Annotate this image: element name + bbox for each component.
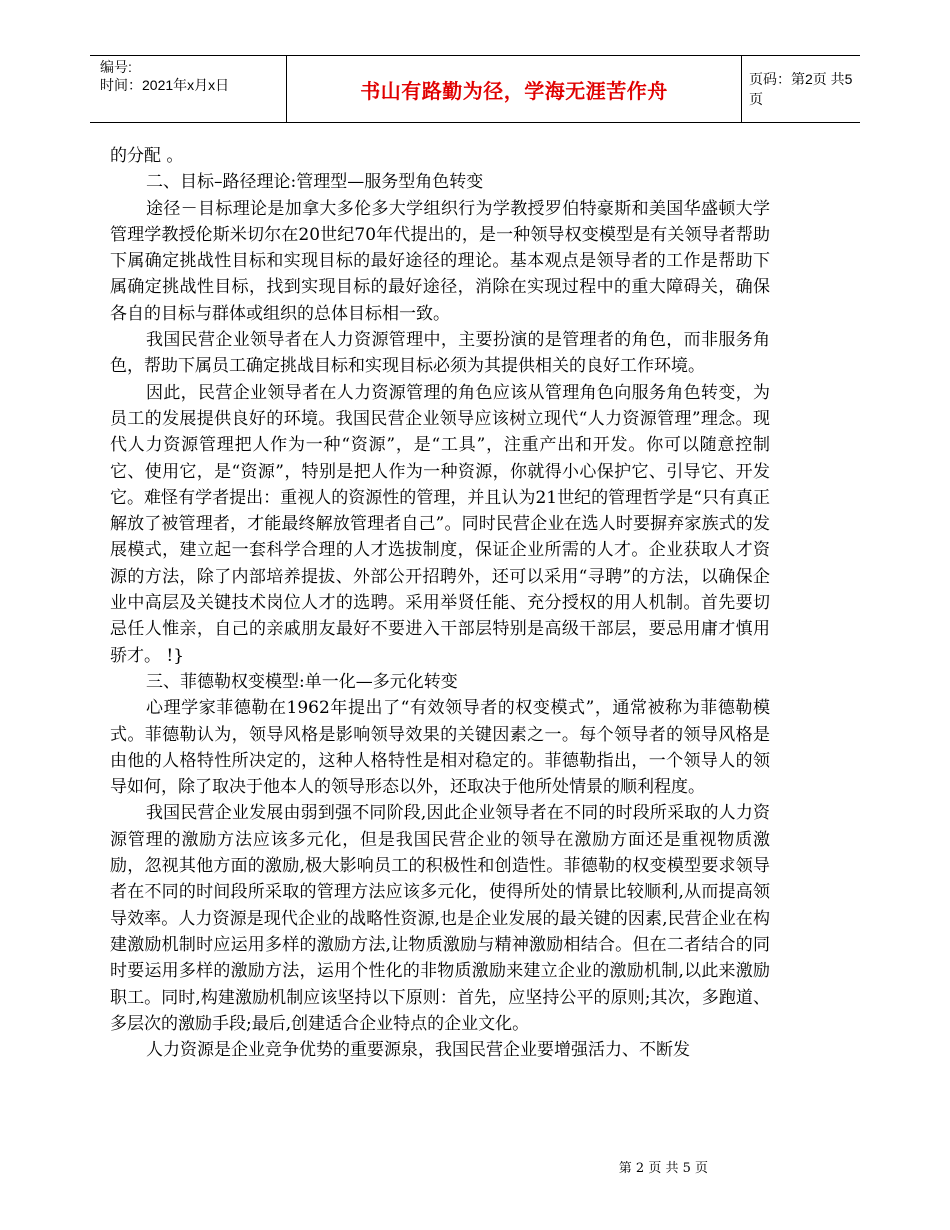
document-number-label: 编号: — [100, 59, 132, 75]
paragraph-manager-role: 我国民营企业领导者在人力资源管理中，主要扮演的是管理者的角色，而非服务角色，帮助下属员工确定挑战目标和实现目标必须为其提供相关的良好工作环境。 — [110, 330, 770, 377]
header-page-cell — [741, 56, 860, 122]
paragraph-path-goal-theory: 途径－目标理论是加拿大多伦多大学组织行为学教授罗伯特豪斯和美国华盛顿大学管理学教授伦斯米切尔在20世纪70年代提出的，是一种领导权变模型是有关领导者帮助下属确定挑战性目标和实现目标的最好途径的理论。基本观点是领导者的工作是帮助下属确定挑战性目标，找到实现目标的最好途径，消除在实现过程中的重大障碍关，确保各自的目标与群体或组织的总体目标相一致。 — [110, 198, 770, 324]
document-body — [110, 143, 770, 1063]
paragraph-incentives: 我国民营企业发展由弱到强不同阶段,因此企业领导者在不同的时段所采取的人力资源管理的激励方法应该多元化，但是我国民营企业的领导在激励方面还是重视物质激励，忽视其他方面的激励,极大影响员工的积极性和创造性。菲德勒的权变模型要求领导者在不同的时间段所采取的管理方法应该多元化，使得所处的情景比较顺利,从而提高领导效率。人力资源是现代企业的战略性资源,也是企业发展的最关键的因素,民营企业在构建激励机制时应运用多样的激励方法,让物质激励与精神激励相结合。但在二者结合的同时要运用多样的激励方法，运用个性化的非物质激励来建立企业的激励机制,以此来激励职工。同时,构建激励机制应该坚持以下原则：首先，应坚持公平的原则;其次，多跑道、多层次的激励手段;最后,创建适合企业特点的企业文化。 — [110, 803, 770, 1034]
paragraph-continuation: 的分配 。 — [110, 146, 184, 166]
page-footer: 第 2 页 共 5 页 — [618, 1161, 708, 1176]
header-motto-cell — [286, 56, 742, 122]
document-time-label: 时间：2021年x月x日 — [100, 77, 230, 93]
paragraph-human-resources: 人力资源是企业竞争优势的重要源泉，我国民营企业要增强活力、不断发 — [146, 1040, 690, 1061]
paragraph-fiedler-model: 心理学家菲德勒在1962年提出了“有效领导者的权变模式”，通常被称为菲德勒模式。菲德勒认为，领导风格是影响领导效果的关键因素之一。每个领导者的领导风格是由他的人格特性所决定的，这种人格特性是相对稳定的。菲德勒指出，一个领导人的领导如何，除了取决于他本人的领导形态以外，还取决于他所处情景的顺利程度。 — [110, 698, 770, 798]
header-meta-cell — [90, 56, 286, 122]
header-motto: 书山有路勤为径，学海无涯苦作舟 — [360, 78, 668, 103]
section-heading-path-goal: 二、目标–路径理论:管理型—服务型角色转变 — [146, 172, 484, 193]
section-heading-fiedler: 三、菲德勒权变模型:单一化—多元化转变 — [146, 671, 458, 692]
page-header — [90, 55, 860, 123]
paragraph-role-transition: 因此，民营企业领导者在人力资源管理的角色应该从管理角色向服务角色转变，为员工的发展提供良好的环境。我国民营企业领导应该树立现代“人力资源管理”理念。现代人力资源管理把人作为一种“资源”，是“工具”，注重产出和开发。你可以随意控制它、使用它，是“资源”，特别是把人作为一种资源，你就得小心保护它、引导它、开发它。难怪有学者提出：重视人的资源性的管理，并且认为21世纪的管理哲学是“只有真正解放了被管理者，才能最终解放管理者自己”。同时民营企业在选人时要摒弃家族式的发展模式，建立起一套科学合理的人才选拔制度，保证企业所需的人才。企业获取人才资源的方法，除了内部培养提拔、外部公开招聘外，还可以采用“寻聘”的方法，以确保企业中高层及关键技术岗位人才的选聘。采用举贤任能、充分授权的用人机制。首先要切忌任人惟亲，自己的亲戚朋友最好不要进入干部层特别是高级干部层，要忌用庸才慎用骄才。 !} — [110, 382, 770, 666]
header-page-label: 页码：第2页 共5页 — [749, 71, 853, 107]
